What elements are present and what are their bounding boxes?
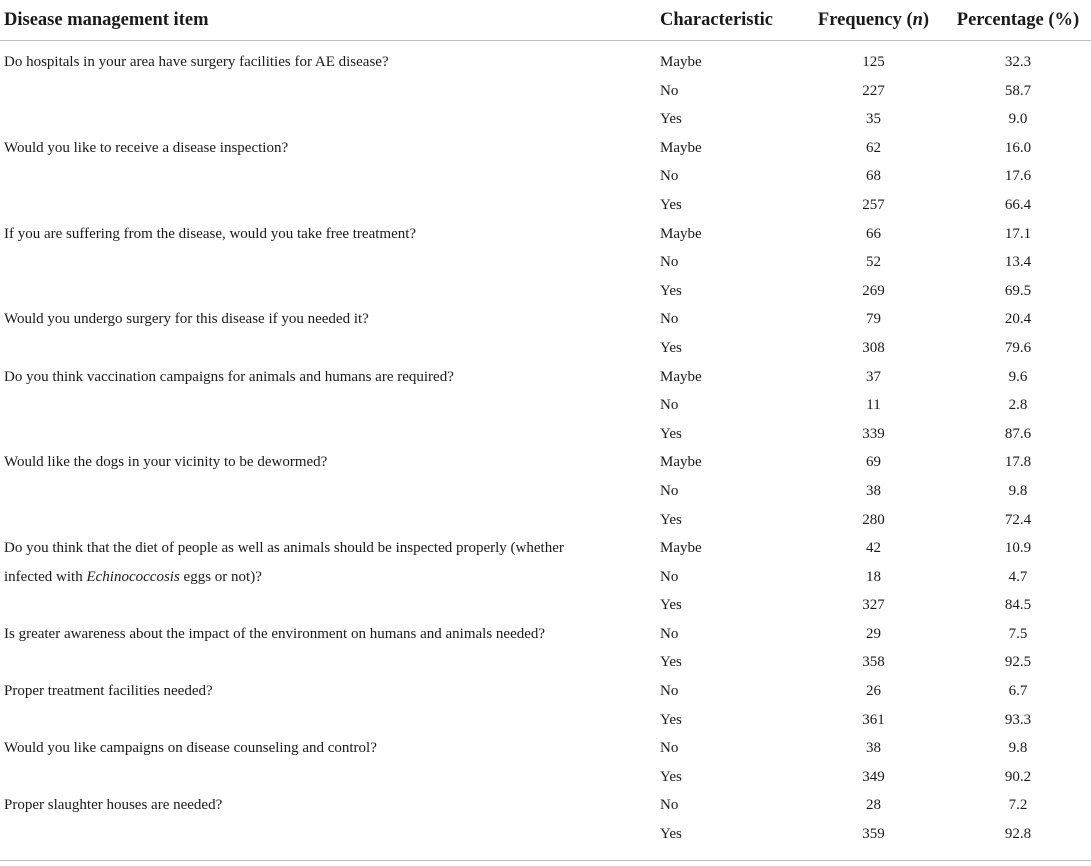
characteristic-cell: Yes <box>660 339 682 356</box>
characteristic-cell: No <box>660 397 679 414</box>
percentage-cell: 87.6 <box>1004 425 1032 442</box>
table-row <box>0 534 1091 563</box>
disease-management-item: Do you think vaccination campaigns for animals and humans are required? <box>4 368 454 385</box>
percentage-cell: 10.9 <box>1004 540 1032 557</box>
frequency-cell: 349 <box>862 768 885 785</box>
characteristic-cell: No <box>660 482 679 499</box>
frequency-cell: 257 <box>862 196 885 213</box>
frequency-cell: 52 <box>866 254 881 271</box>
header-frequency-suffix: ) <box>922 9 930 30</box>
header-row <box>0 0 1091 41</box>
percentage-cell: 93.3 <box>1004 711 1032 728</box>
frequency-cell: 42 <box>866 540 881 557</box>
disease-management-item: Would you like to receive a disease inspection? <box>4 139 289 156</box>
percentage-cell: 58.7 <box>1004 82 1032 99</box>
percentage-cell: 17.1 <box>1004 225 1032 242</box>
disease-management-item <box>0 534 656 620</box>
characteristic-cell: Yes <box>660 196 682 213</box>
table-row <box>0 734 1091 763</box>
percentage-cell: 84.5 <box>1004 597 1032 614</box>
frequency-cell: 37 <box>866 368 881 385</box>
frequency-cell: 38 <box>866 740 881 757</box>
percentage-cell: 92.8 <box>1004 826 1032 843</box>
frequency-cell: 339 <box>862 425 885 442</box>
frequency-cell: 358 <box>862 654 885 671</box>
frequency-cell: 68 <box>866 168 881 185</box>
frequency-cell: 11 <box>866 397 881 414</box>
header-frequency-n: n <box>912 9 923 30</box>
percentage-cell: 92.5 <box>1004 654 1032 671</box>
table-row <box>0 220 1091 249</box>
header-characteristic: Characteristic <box>656 0 802 41</box>
item-text-part: infected with <box>4 568 87 585</box>
frequency-cell: 327 <box>862 597 885 614</box>
characteristic-cell: No <box>660 311 679 328</box>
percentage-cell: 9.8 <box>1008 482 1028 499</box>
characteristic-cell: No <box>660 568 679 585</box>
characteristic-cell: Maybe <box>660 54 702 70</box>
percentage-cell: 72.4 <box>1004 511 1032 528</box>
percentage-cell: 17.8 <box>1004 454 1032 471</box>
characteristic-cell: Yes <box>660 768 682 785</box>
percentage-cell: 20.4 <box>1004 311 1032 328</box>
characteristic-cell: Yes <box>660 711 682 728</box>
frequency-cell: 28 <box>866 797 881 814</box>
frequency-cell: 66 <box>866 225 881 242</box>
table-body <box>0 41 1091 849</box>
percentage-cell: 7.2 <box>1008 797 1028 814</box>
disease-management-item: Is greater awareness about the impact of the environment on humans and animals needed? <box>4 625 546 642</box>
disease-management-item: Proper treatment facilities needed? <box>4 683 213 700</box>
disease-management-item: Proper slaughter houses are needed? <box>4 797 223 814</box>
percentage-cell: 9.6 <box>1008 368 1028 385</box>
header-frequency-prefix: Frequency ( <box>817 9 913 30</box>
frequency-cell: 359 <box>862 826 885 843</box>
percentage-cell: 9.0 <box>1008 111 1028 128</box>
characteristic-cell: No <box>660 168 679 185</box>
percentage-cell: 69.5 <box>1004 282 1032 299</box>
characteristic-cell: Yes <box>660 511 682 528</box>
percentage-cell: 90.2 <box>1004 768 1032 785</box>
characteristic-cell: No <box>660 82 679 99</box>
frequency-cell: 18 <box>866 568 881 585</box>
percentage-cell: 17.6 <box>1004 168 1032 185</box>
table-row <box>0 363 1091 392</box>
header-item: Disease management item <box>0 0 656 41</box>
frequency-cell: 62 <box>866 139 881 156</box>
frequency-cell: 29 <box>866 625 881 642</box>
frequency-cell: 361 <box>862 711 885 728</box>
table-row <box>0 620 1091 649</box>
frequency-cell: 69 <box>866 454 881 471</box>
table-row <box>0 448 1091 477</box>
characteristic-cell: Maybe <box>660 139 702 156</box>
percentage-cell: 4.7 <box>1008 568 1028 585</box>
percentage-cell: 9.8 <box>1008 740 1028 757</box>
characteristic-cell: Yes <box>660 111 682 128</box>
disease-management-item: Would like the dogs in your vicinity to be dewormed? <box>4 454 328 471</box>
table-bottom-rule <box>0 860 1091 861</box>
item-italic-term: Echinococcosis <box>86 568 180 585</box>
characteristic-cell: Yes <box>660 826 682 843</box>
characteristic-cell: No <box>660 797 679 814</box>
disease-management-item: Do hospitals in your area have surgery facilities for AE disease? <box>4 54 389 70</box>
frequency-cell: 35 <box>866 111 881 128</box>
table-header <box>0 0 1091 41</box>
frequency-cell: 79 <box>866 311 881 328</box>
item-text-part: eggs or not)? <box>179 568 262 585</box>
disease-management-item: Would you undergo surgery for this disease if you needed it? <box>4 311 369 328</box>
frequency-cell: 227 <box>862 82 885 99</box>
frequency-cell: 308 <box>862 339 885 356</box>
frequency-cell: 269 <box>862 282 885 299</box>
characteristic-cell: Yes <box>660 282 682 299</box>
characteristic-cell: No <box>660 625 679 642</box>
characteristic-cell: Yes <box>660 425 682 442</box>
characteristic-cell: No <box>660 683 679 700</box>
percentage-cell: 7.5 <box>1008 625 1028 642</box>
percentage-cell: 79.6 <box>1004 339 1032 356</box>
percentage-cell: 2.8 <box>1008 397 1028 414</box>
characteristic-cell: Maybe <box>660 540 702 557</box>
disease-management-item: Would you like campaigns on disease counseling and control? <box>4 740 377 757</box>
characteristic-cell: Maybe <box>660 368 702 385</box>
header-spacer <box>0 41 1091 49</box>
percentage-cell: 13.4 <box>1004 254 1032 271</box>
table-row <box>0 677 1091 706</box>
frequency-cell: 38 <box>866 482 881 499</box>
disease-management-item: If you are suffering from the disease, would you take free treatment? <box>4 225 417 242</box>
item-text-part: Do you think that the diet of people as well as animals should be inspected properly (whether <box>4 540 564 557</box>
characteristic-cell: Maybe <box>660 454 702 471</box>
table-row <box>0 305 1091 334</box>
spacer-cell <box>0 41 1091 49</box>
percentage-cell: 32.3 <box>1004 54 1032 70</box>
table-row <box>0 791 1091 820</box>
characteristic-cell: Maybe <box>660 225 702 242</box>
table-row <box>0 134 1091 163</box>
frequency-cell: 26 <box>866 683 881 700</box>
frequency-cell: 125 <box>862 54 885 70</box>
characteristic-cell: Yes <box>660 597 682 614</box>
characteristic-cell: Yes <box>660 654 682 671</box>
percentage-cell: 66.4 <box>1004 196 1032 213</box>
percentage-cell: 16.0 <box>1004 139 1032 156</box>
characteristic-cell: No <box>660 254 679 271</box>
percentage-cell: 6.7 <box>1008 683 1028 700</box>
table-row <box>0 48 1091 77</box>
header-frequency <box>802 0 945 41</box>
characteristic-cell: No <box>660 740 679 757</box>
frequency-cell: 280 <box>862 511 885 528</box>
header-percentage: Percentage (%) <box>945 0 1091 41</box>
